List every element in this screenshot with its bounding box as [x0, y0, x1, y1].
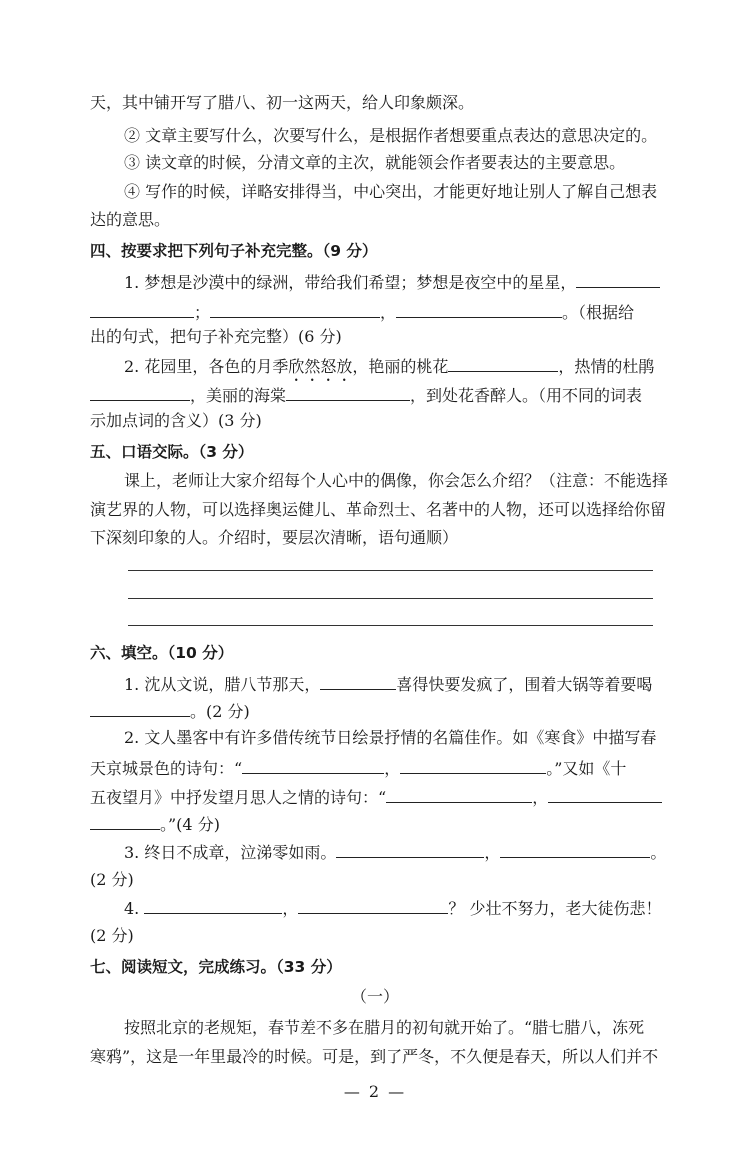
answer-blank[interactable]: [396, 300, 562, 318]
answer-blank[interactable]: [576, 270, 660, 288]
section-title: 五、口语交际。（3 分）: [90, 443, 254, 461]
question-text: [124, 672, 652, 696]
question-text: [124, 354, 654, 385]
question-text: [90, 383, 642, 407]
answer-blank[interactable]: [90, 300, 194, 318]
question-text: ，到处花香醉人。（用不同的词表: [410, 386, 643, 405]
question-text: [90, 699, 250, 723]
answer-blank[interactable]: [210, 300, 380, 318]
punct: ，: [282, 899, 299, 918]
punct: ，: [384, 759, 401, 778]
answer-blank[interactable]: [242, 756, 384, 774]
question-text: 五夜望月》中抒发望月思人之情的诗句：“: [90, 788, 387, 807]
writing-line[interactable]: [128, 598, 653, 599]
answer-blank[interactable]: [90, 812, 160, 830]
question-text: ，美丽的海棠: [190, 386, 287, 405]
text-line: 寒鸦”，这是一年里最冷的时候。可是，到了严冬，不久便是春天，所以人们并不: [90, 1047, 659, 1066]
question-text: ，艳丽的桃花: [352, 357, 449, 376]
score-note: (2 分): [90, 926, 134, 945]
question-text: 1. 梦想是沙漠中的绿洲，带给我们希望；梦想是夜空中的星星，: [124, 273, 577, 292]
question-text: 喜得快要发疯了，围着大锅等着要喝: [396, 675, 653, 694]
text-line: ④ 写作的时候，详略安排得当，中心突出，才能更好地让别人了解自己想表: [124, 182, 658, 201]
answer-blank[interactable]: [336, 840, 484, 858]
text-line: ② 文章主要写什么，次要写什么，是根据作者想要重点表达的意思决定的。: [124, 126, 658, 145]
punct: ，: [532, 788, 549, 807]
writing-line[interactable]: [128, 570, 653, 571]
question-text: [90, 812, 220, 836]
question-text: 出的句式，把句子补充完整）(6 分): [90, 327, 342, 346]
question-text: 。”又如《十: [546, 759, 627, 778]
question-text: 2. 文人墨客中有许多借传统节日绘景抒情的名篇佳作。如《寒食》中描写春: [124, 728, 657, 747]
punct: 。: [650, 843, 667, 862]
answer-blank[interactable]: [286, 383, 410, 401]
question-text: ？ 少壮不努力，老大徒伤悲！: [448, 899, 662, 918]
question-text: 1. 沈从文说，腊八节那天，: [124, 675, 321, 694]
section-title: 六、填空。（10 分）: [90, 644, 234, 662]
question-text: ，热情的杜鹃: [558, 357, 655, 376]
text-line: 课上，老师让大家介绍每个人心中的偶像，你会怎么介绍？（注意：不能选择: [124, 471, 669, 490]
text-line: 下深刻印象的人。介绍时，要层次清晰，语句通顺）: [90, 528, 459, 547]
answer-blank[interactable]: [298, 896, 448, 914]
punct: ；: [194, 303, 211, 322]
answer-blank[interactable]: [90, 699, 190, 717]
question-text: [124, 270, 660, 294]
score-note: (2 分): [90, 870, 134, 889]
dotted-word: 欣然怒放: [288, 357, 353, 376]
answer-blank[interactable]: [400, 756, 546, 774]
text-line: ③ 读文章的时候，分清文章的主次，就能领会作者要表达的主要意思。: [124, 153, 626, 172]
question-text: [124, 896, 661, 920]
question-text: 3. 终日不成章，泣涕零如雨。: [124, 843, 337, 862]
page-number: — 2 —: [343, 1082, 407, 1101]
answer-blank[interactable]: [448, 354, 558, 372]
question-text: 2. 花园里，各色的月季: [124, 357, 289, 376]
answer-blank[interactable]: [90, 383, 190, 401]
answer-blank[interactable]: [144, 896, 282, 914]
question-text: 示加点词的含义）(3 分): [90, 411, 262, 430]
question-text: 。(2 分): [190, 702, 250, 721]
writing-line[interactable]: [128, 625, 653, 626]
text-line: 演艺界的人物，可以选择奥运健儿、革命烈士、名著中的人物，还可以选择给你留: [90, 500, 667, 519]
text-line: 达的意思。: [90, 210, 171, 229]
question-text: [90, 785, 662, 809]
answer-blank[interactable]: [320, 672, 396, 690]
answer-blank[interactable]: [548, 785, 662, 803]
question-text: 。（根据给: [562, 303, 635, 322]
text-line: 天，其中铺开写了腊八、初一这两天，给人印象颇深。: [90, 93, 475, 112]
question-text: 天京城景色的诗句：“: [90, 759, 243, 778]
question-text: 。”(4 分): [160, 815, 220, 834]
text-line: 按照北京的老规矩，春节差不多在腊月的初旬就开始了。“腊七腊八，冻死: [124, 1018, 645, 1037]
question-text: [90, 756, 626, 780]
answer-blank[interactable]: [500, 840, 650, 858]
answer-blank[interactable]: [386, 785, 532, 803]
section-title: 四、按要求把下列句子补充完整。（9 分）: [90, 242, 378, 260]
question-text: [124, 840, 666, 864]
section-title: 七、阅读短文，完成练习。（33 分）: [90, 958, 342, 976]
question-text: 4.: [124, 899, 140, 918]
question-text: [90, 300, 634, 324]
punct: ，: [484, 843, 501, 862]
sub-heading: （一）: [350, 987, 399, 1006]
punct: ，: [380, 303, 397, 322]
